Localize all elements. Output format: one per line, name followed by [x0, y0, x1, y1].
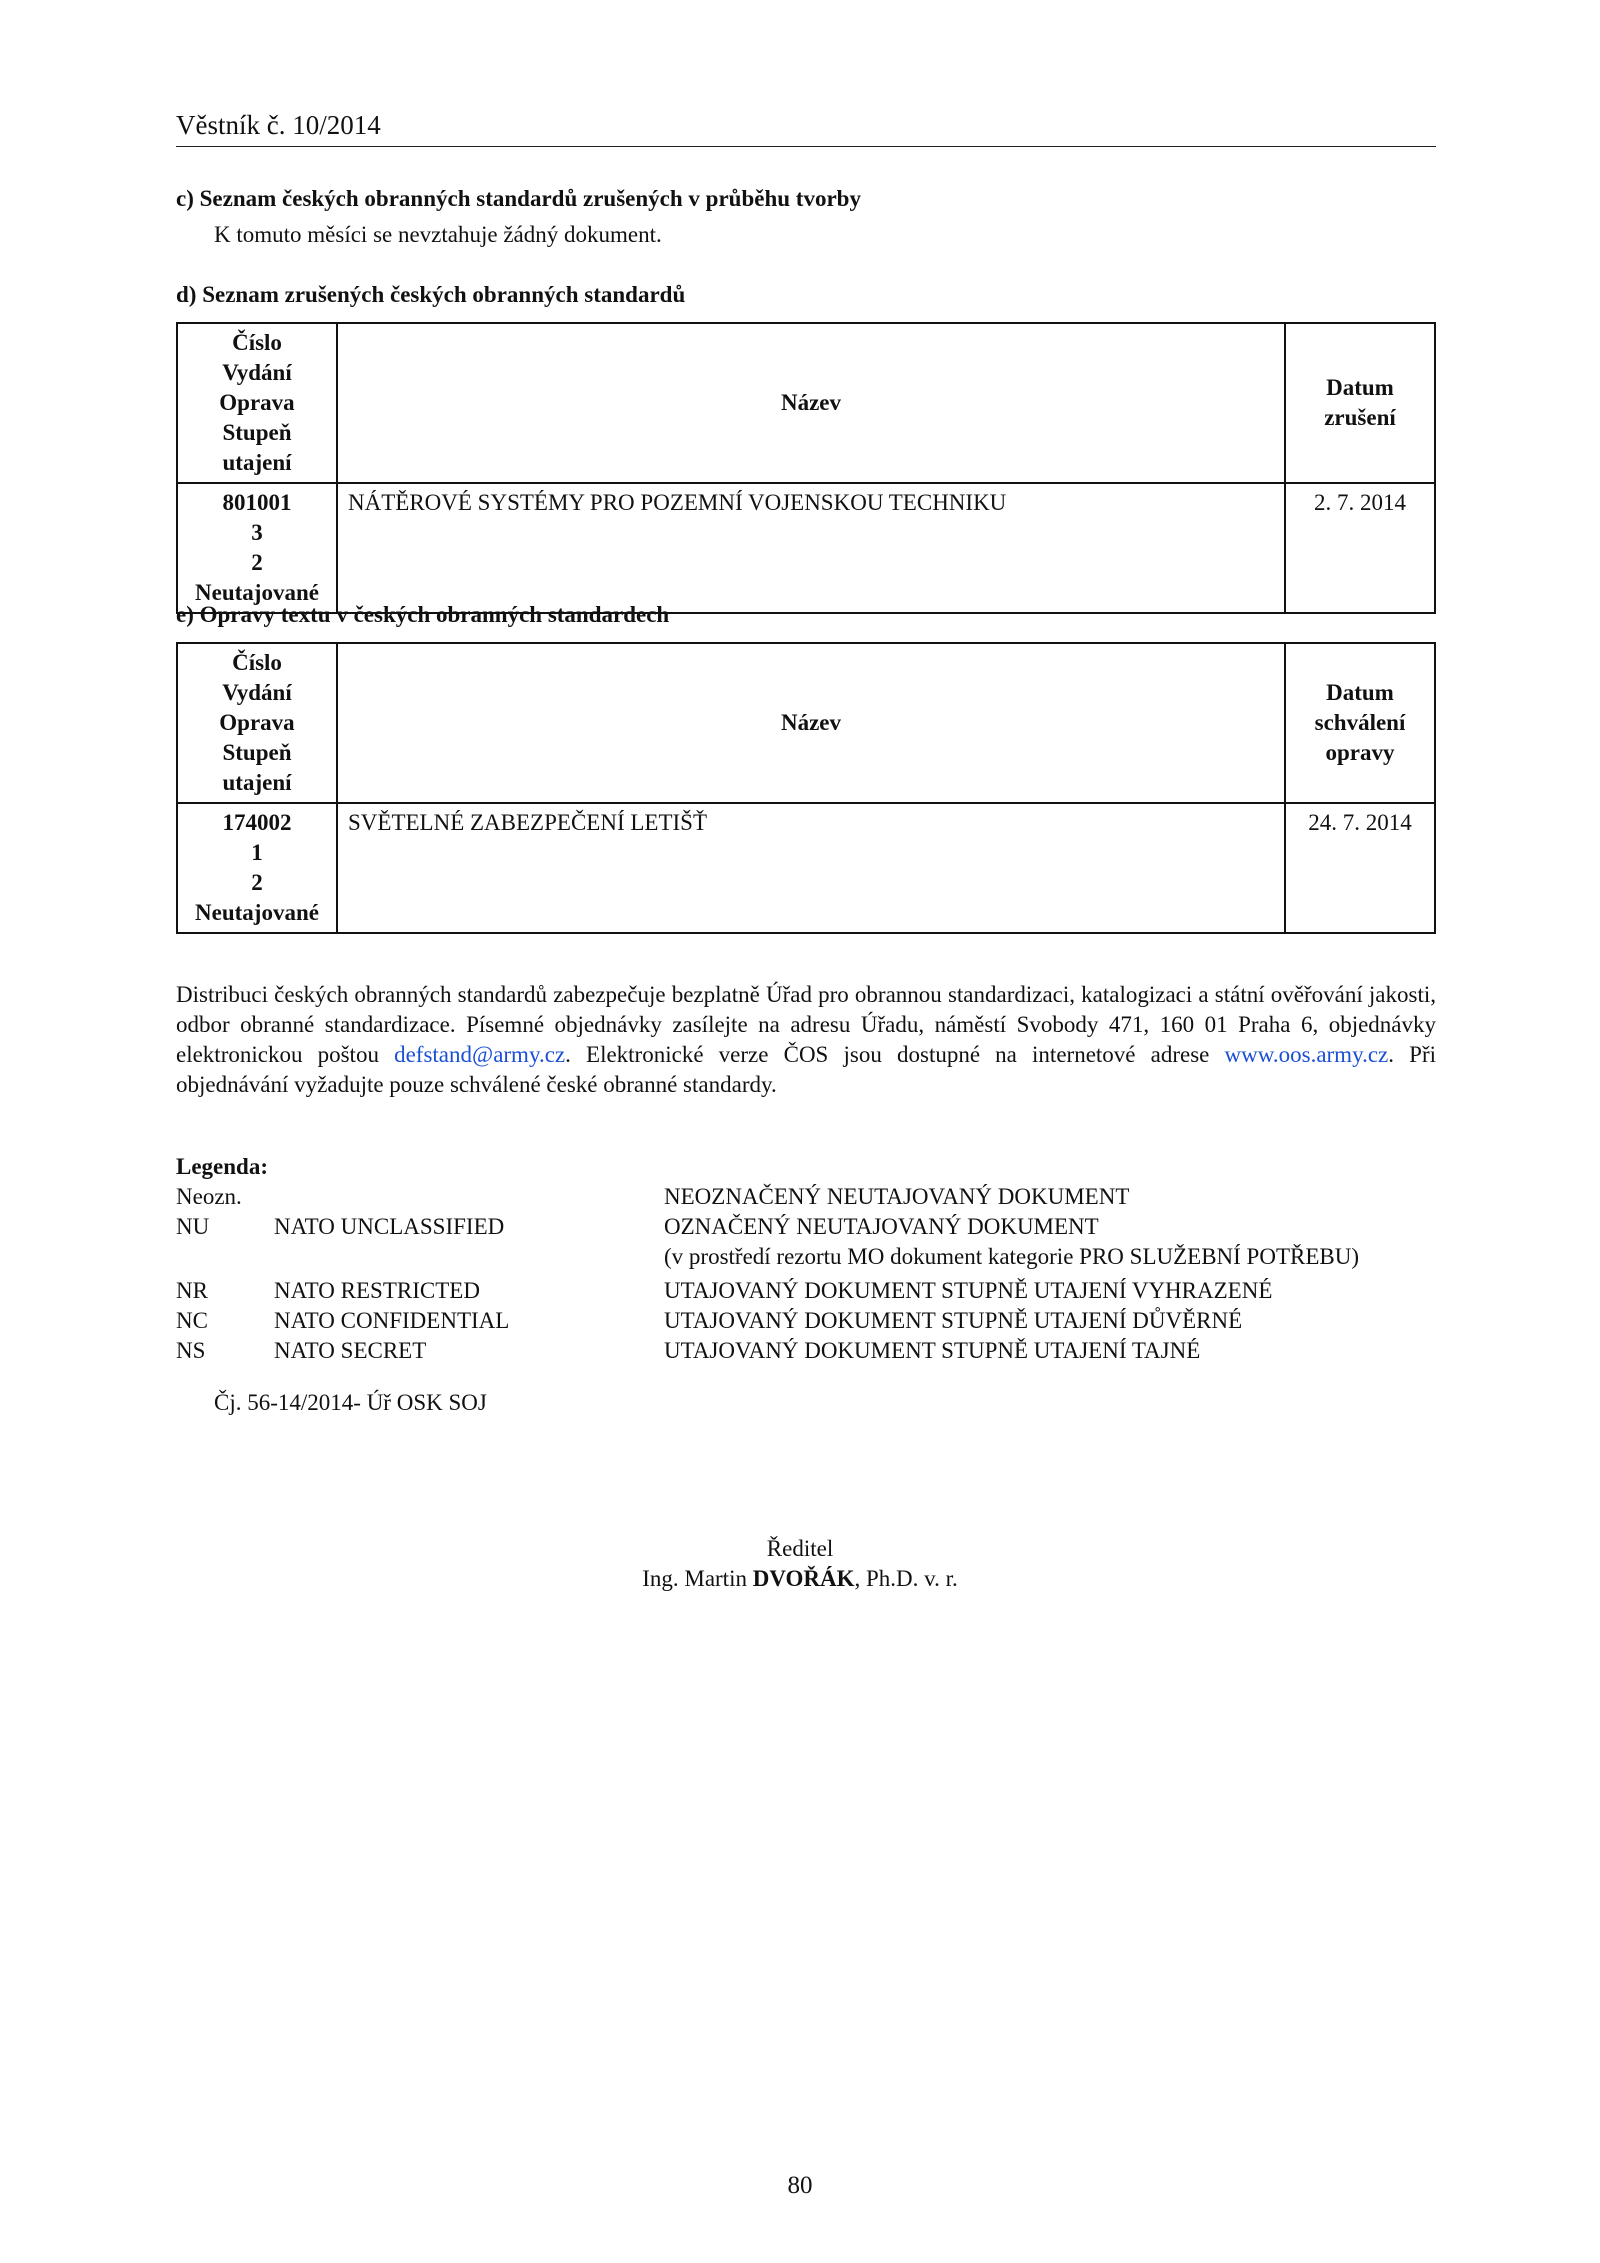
standard-name-cell: SVĚTELNÉ ZABEZPEČENÍ LETIŠŤ [337, 803, 1285, 933]
column-date-header: Datum zrušení [1285, 323, 1435, 483]
signature-role: Ředitel [766, 1536, 834, 1561]
table-header-row [177, 643, 1435, 803]
website-link[interactable]: www.oos.army.cz [1224, 1042, 1389, 1067]
section-e-heading: e) Opravy textu v českých obranných standardech [176, 602, 670, 627]
page-number: 80 [787, 2172, 813, 2199]
distribution-paragraph: Distribuci českých obranných standardů zabezpečuje bezplatně Úřad pro obrannou standardizaci, katalogizaci a státní ověřování jakosti, odbor obranné standardizace. Písemné objednávky zasílejte na adresu Úřadu, náměstí Svobody 471, 160 01 Praha 6, objednávky elektronickou poštou defstand@army.cz. Elektronické verze ČOS jsou dostupné na internetové adrese www.oos.army.cz. Při objednávání vyžadujte pouze schválené české obranné standardy. [176, 982, 1436, 1097]
column-date-header: Datum schválení opravy [1285, 643, 1435, 803]
column-number-header: Číslo Vydání Oprava Stupeň utajení [177, 323, 337, 483]
section-c-note: K tomuto měsíci se nevztahuje žádný dokument. [214, 222, 662, 247]
bulletin-title: Věstník č. 10/2014 [176, 110, 381, 140]
header-divider [176, 146, 1436, 147]
column-name-header: Název [337, 323, 1285, 483]
email-link[interactable]: defstand@army.cz [394, 1042, 566, 1067]
standard-date-cell: 24. 7. 2014 [1285, 803, 1435, 933]
standard-id-cell: 801001 3 2 Neutajované [177, 483, 337, 613]
legend-title: Legenda: [176, 1154, 268, 1179]
legend-row: Neozn. NEOZNAČENÝ NEUTAJOVANÝ DOKUMENT [176, 1184, 1130, 1209]
reference-number: Čj. 56-14/2014- Úř OSK SOJ [214, 1390, 487, 1415]
legend-row: NC NATO CONFIDENTIAL UTAJOVANÝ DOKUMENT STUPNĚ UTAJENÍ DŮVĚRNÉ [176, 1308, 1243, 1333]
legend-row: (v prostředí rezortu MO dokument kategorie PRO SLUŽEBNÍ POTŘEBU) [664, 1244, 1360, 1269]
table-row [177, 803, 1435, 933]
table-header-row [177, 323, 1435, 483]
corrections-table [176, 642, 1436, 934]
signature-name: Ing. Martin DVOŘÁK, Ph.D. v. r. [642, 1566, 958, 1591]
standard-id-cell: 174002 1 2 Neutajované [177, 803, 337, 933]
legend-row: NU NATO UNCLASSIFIED OZNAČENÝ NEUTAJOVANÝ DOKUMENT [176, 1214, 1099, 1239]
section-d-heading: d) Seznam zrušených českých obranných standardů [176, 282, 686, 307]
standard-date-cell: 2. 7. 2014 [1285, 483, 1435, 613]
legend-row: NR NATO RESTRICTED UTAJOVANÝ DOKUMENT STUPNĚ UTAJENÍ VYHRAZENÉ [176, 1278, 1273, 1303]
column-name-header: Název [337, 643, 1285, 803]
table-row [177, 483, 1435, 613]
legend-row: NS NATO SECRET UTAJOVANÝ DOKUMENT STUPNĚ UTAJENÍ TAJNÉ [176, 1338, 1201, 1363]
legend [176, 1152, 1436, 1366]
column-number-header: Číslo Vydání Oprava Stupeň utajení [177, 643, 337, 803]
section-c-heading: c) Seznam českých obranných standardů zrušených v průběhu tvorby [176, 186, 861, 211]
standard-name-cell: NÁTĚROVÉ SYSTÉMY PRO POZEMNÍ VOJENSKOU TECHNIKU [337, 483, 1285, 613]
cancelled-standards-table [176, 322, 1436, 614]
